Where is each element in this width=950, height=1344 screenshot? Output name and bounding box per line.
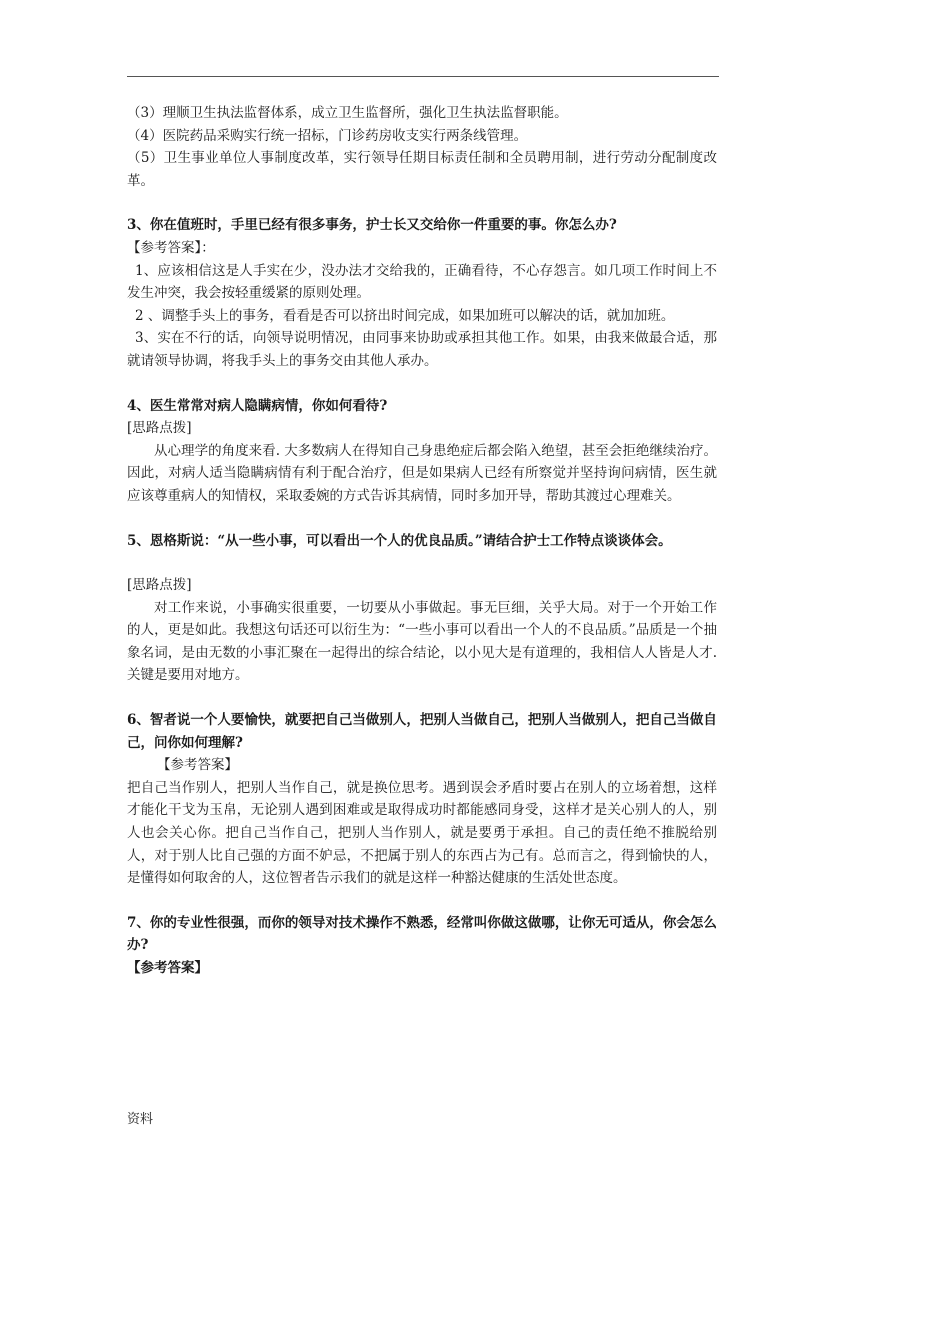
question-4-answer: 从心理学的角度来看. 大多数病人在得知自己身患绝症后都会陷入绝望，甚至会拒绝继续治疗。因此，对病人适当隐瞒病情有利于配合治疗，但是如果病人已经有所察觉并坚持询问病情，医生就应该尊重病人的知情权，采取委婉的方式告诉其病情，同时多加开导，帮助其渡过心理难关。: [127, 442, 717, 504]
question-6-ref-label: 【参考答案】: [157, 757, 238, 774]
question-6-title: 6、智者说一个人要愉快，就要把自己当做别人，把别人当做自己，把别人当做别人，把自己当做自己，问你如何理解?: [127, 712, 717, 751]
question-5-title: 5、恩格斯说：“从一些小事，可以看出一个人的优良品质。”请结合护士工作特点谈谈体会。: [127, 532, 672, 549]
question-4-title: 4、医生常常对病人隐瞒病情，你如何看待?: [127, 397, 388, 414]
question-3-answer-1: 1、应该相信这是人手实在少，没办法才交给我的，正确看待，不心存怨言。如几项工作时间上不发生冲突，我会按轻重缓紧的原则处理。: [127, 262, 717, 302]
intro-item-3: （3）理顺卫生执法监督体系，成立卫生监督所，强化卫生执法监督职能。: [127, 105, 568, 121]
spacer: [127, 552, 717, 574]
intro-item-4: （4）医院药品采购实行统一招标，门诊药房收支实行两条线管理。: [127, 127, 528, 144]
question-3-ref-label: 【参考答案】：: [127, 239, 215, 256]
header-rule: [127, 76, 719, 77]
question-7-title: 7、你的专业性很强，而你的领导对技术操作不熟悉，经常叫你做这做哪，让你无可适从，你会怎么办?: [127, 914, 717, 954]
question-3-answer-3: 3、实在不行的话，向领导说明情况，由同事来协助或承担其他工作。如果，由我来做最合适，那就请领导协调，将我手头上的事务交由其他人承办。: [127, 330, 717, 369]
question-4-hint-label: [思路点拨]: [127, 420, 192, 437]
question-6-answer: 把自己当作别人，把别人当作自己，就是换位思考。遇到误会矛盾时要占在别人的立场着想，这样才能化干戈为玉帛，无论别人遇到困难或是取得成功时都能感同身受，这样才是关心别人的人，别人也会关心你。把自己当作自己，把别人当作别人，就是要勇于承担。自己的责任绝不推脱给别人，对于别人比自己强的方面不妒忌，不把属于别人的东西占为己有。总而言之，得到愉快的人，是懂得如何取舍的人，这位智者告示我们的就是这样一种豁达健康的生活处世态度。: [127, 779, 717, 887]
intro-item-5: （5）卫生事业单位人事制度改革，实行领导任期目标责任制和全员聘用制，进行劳动分配制度改革。: [127, 150, 717, 189]
document-body: [127, 102, 717, 980]
question-5-hint-label: [思路点拨]: [127, 577, 192, 594]
question-7-ref-label: 【参考答案】: [127, 960, 208, 976]
question-5-answer: 对工作来说，小事确实很重要，一切要从小事做起。事无巨细，关乎大局。对于一个开始工作的人，更是如此。我想这句话还可以衍生为：“一些小事可以看出一个人的不良品质。”品质是一个抽象名词，是由无数的小事汇聚在一起得出的综合结论，以小见大是有道理的，我相信人人皆是人才. 关键是要用对地方。: [127, 599, 717, 684]
question-3-title: 3、你在值班时，手里已经有很多事务，护士长又交给你一件重要的事。你怎么办?: [127, 217, 617, 234]
footer-label: 资料: [127, 1112, 154, 1127]
question-3-answer-2: 2 、调整手头上的事务，看看是否可以挤出时间完成，如果加班可以解决的话，就加加班。: [135, 307, 675, 324]
